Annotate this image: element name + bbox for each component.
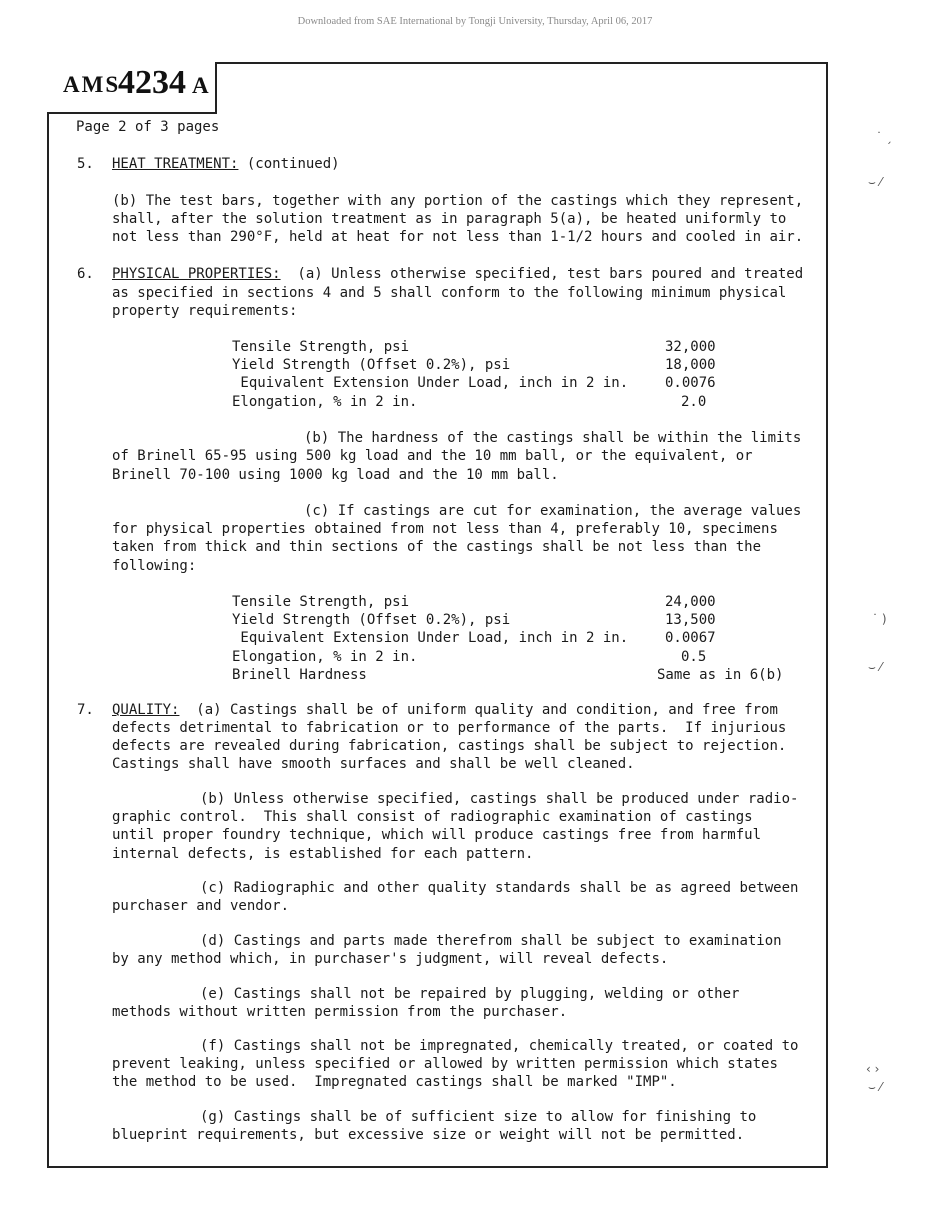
table2-value: 0.5 (681, 649, 707, 665)
sec7-b-line: until proper foundry technique, which will produce castings free from harmful (112, 827, 762, 843)
table1-value: 0.0076 (665, 375, 716, 391)
sec6-c-line: following: (112, 558, 197, 574)
table1-label: Tensile Strength, psi (232, 339, 410, 355)
table2-label: Yield Strength (Offset 0.2%), psi (232, 612, 511, 628)
table2-value: Same as in 6(b) (657, 667, 784, 683)
table2-value: 13,500 (665, 612, 716, 628)
sec7-title: QUALITY: (112, 702, 180, 718)
sec7-c-line: purchaser and vendor. (112, 898, 290, 914)
sec5-b-line: (b) The test bars, together with any portion of the castings which they represent, (112, 193, 804, 209)
table1-label: Yield Strength (Offset 0.2%), psi (232, 357, 511, 373)
sec7-heading (112, 701, 778, 719)
sec6-a-first-line: (a) Unless otherwise specified, test bars poured and treated (280, 266, 804, 282)
sec7-g-line: (g) Castings shall be of sufficient size to allow for finishing to (200, 1109, 757, 1125)
sec7-f-line: the method to be used. Impregnated castings shall be marked "IMP". (112, 1074, 677, 1090)
sec7-e-line: methods without written permission from the purchaser. (112, 1004, 568, 1020)
sec7-c-line: (c) Radiographic and other quality standards shall be as agreed between (200, 880, 799, 896)
sec7-g-line: blueprint requirements, but excessive size or weight will not be permitted. (112, 1127, 745, 1143)
table1-label: Equivalent Extension Under Load, inch in 2 in. (232, 375, 629, 391)
scan-mark: ⌣ ⁄ (868, 175, 882, 189)
table2-label: Tensile Strength, psi (232, 594, 410, 610)
sec7-b-line: (b) Unless otherwise specified, castings shall be produced under radio- (200, 791, 799, 807)
table1-value: 2.0 (681, 394, 707, 410)
sec5-continued: (continued) (238, 156, 340, 172)
sec7-d-line: (d) Castings and parts made therefrom shall be subject to examination (200, 933, 782, 949)
sec7-f-line: (f) Castings shall not be impregnated, chemically treated, or coated to (200, 1038, 799, 1054)
sec6-c-line: taken from thick and thin sections of the castings shall be not less than the (112, 539, 762, 555)
sec6-heading (112, 265, 803, 283)
sec7-a-first-line: (a) Castings shall be of uniform quality and condition, and free from (179, 702, 778, 718)
table2-value: 24,000 (665, 594, 716, 610)
scan-mark: ⌣ ⁄ (868, 1080, 882, 1094)
doc-id-revision: A (192, 73, 209, 98)
table2-value: 0.0067 (665, 630, 716, 646)
sec6-b-line: (b) The hardness of the castings shall be within the limits (304, 430, 802, 446)
document-id-box (47, 62, 217, 114)
sec7-e-line: (e) Castings shall not be repaired by plugging, welding or other (200, 986, 740, 1002)
sec7-f-line: prevent leaking, unless specified or allowed by written permission which states (112, 1056, 778, 1072)
sec6-c-line: (c) If castings are cut for examination, the average values (304, 503, 802, 519)
sec5-number: 5. (77, 156, 94, 172)
sec5-title: HEAT TREATMENT: (112, 156, 239, 172)
sec7-b-line: graphic control. This shall consist of radiographic examination of castings (112, 809, 753, 825)
table1-value: 32,000 (665, 339, 716, 355)
sec6-title: PHYSICAL PROPERTIES: (112, 266, 281, 282)
sec6-number: 6. (77, 266, 94, 282)
page-label: Page 2 of 3 pages (76, 119, 220, 135)
sec7-a-line: Castings shall have smooth surfaces and shall be well cleaned. (112, 756, 635, 772)
table2-label: Brinell Hardness (232, 667, 367, 683)
scan-mark: ‹ › (866, 1062, 880, 1076)
sec6-b-line: Brinell 70-100 using 1000 kg load and the 10 mm ball. (112, 467, 559, 483)
sec5-heading (112, 155, 340, 173)
sec7-a-line: defects detrimental to fabrication or to performance of the parts. If injurious (112, 720, 787, 736)
sec6-b-line: of Brinell 65-95 using 500 kg load and the 10 mm ball, or the equivalent, or (112, 448, 753, 464)
sec7-d-line: by any method which, in purchaser's judgment, will reveal defects. (112, 951, 669, 967)
doc-id-prefix: AMS (63, 72, 121, 97)
scan-mark: ⌣ ⁄ (868, 660, 882, 674)
download-notice: Downloaded from SAE International by Tongji University, Thursday, April 06, 2017 (297, 16, 653, 27)
sec6-a-line: property requirements: (112, 303, 298, 319)
doc-id-number: 4234 (118, 64, 186, 101)
table2-label: Equivalent Extension Under Load, inch in 2 in. (232, 630, 629, 646)
table2-label: Elongation, % in 2 in. (232, 649, 418, 665)
sec6-a-line: as specified in sections 4 and 5 shall conform to the following minimum physical (112, 285, 787, 301)
table1-value: 18,000 (665, 357, 716, 373)
table1-label: Elongation, % in 2 in. (232, 394, 418, 410)
sec5-b-line: shall, after the solution treatment as in paragraph 5(a), be heated uniformly to (112, 211, 787, 227)
sec7-number: 7. (77, 702, 94, 718)
scan-mark: ˙ ) (872, 612, 887, 626)
sec7-b-line: internal defects, is established for each pattern. (112, 846, 534, 862)
sec7-a-line: defects are revealed during fabrication, castings shall be subject to rejection. (112, 738, 787, 754)
sec5-b-line: not less than 290°F, held at heat for not less than 1-1/2 hours and cooled in air. (112, 229, 804, 245)
sec6-c-line: for physical properties obtained from not less than 4, preferably 10, specimens (112, 521, 778, 537)
scan-mark: ˙ ˏ (876, 130, 892, 144)
